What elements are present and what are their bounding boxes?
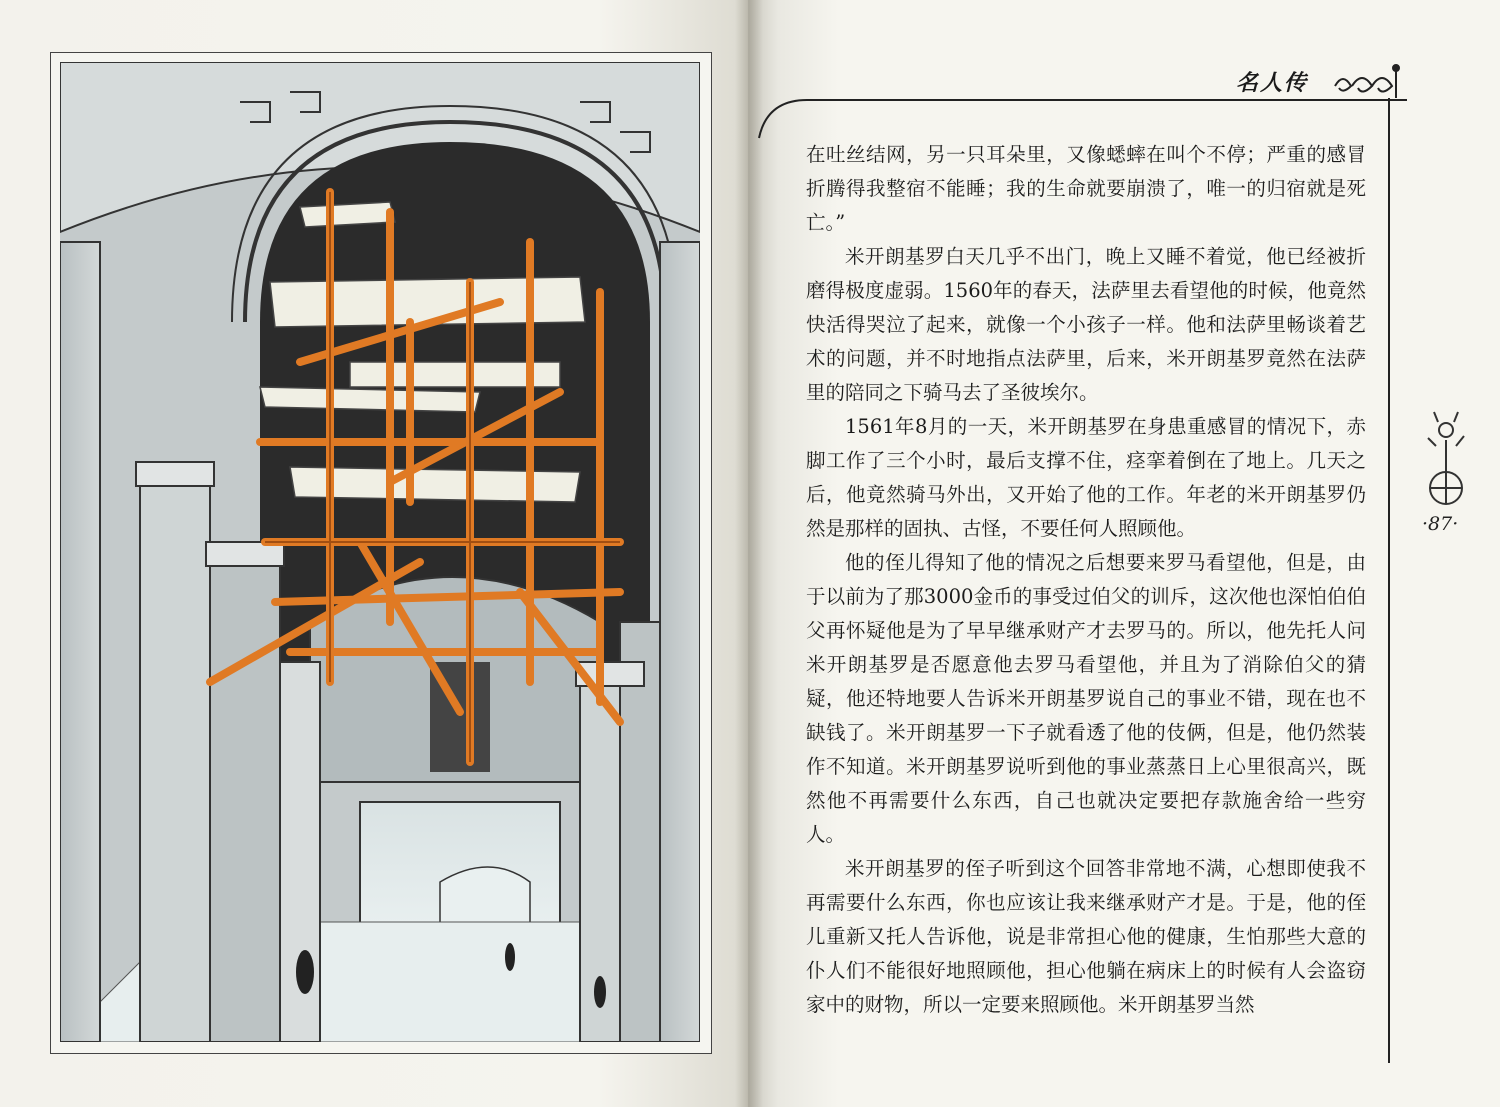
margin-rule: [1388, 98, 1390, 1063]
scroll-ornament-icon: [1330, 62, 1410, 100]
header-rule: [757, 98, 1407, 140]
paragraph-5: 米开朗基罗的侄子听到这个回答非常地不满，心想即使我不再需要什么东西，你也应该让我来继承财产才是。于是，他的侄儿重新又托人告诉他，说是非常担心他的健康，生怕那些大意的仆人们不能很好地照顾他，担心他躺在病床上的时候有人会盗窃家中的财物，所以一定要来照顾他。米开朗基罗当然: [806, 857, 1366, 1016]
page-number: ·87·: [1422, 513, 1459, 535]
unicycle-figure-ornament-icon: [1418, 410, 1474, 510]
paragraph-4: 他的侄儿得知了他的情况之后想要来罗马看望他，但是，由于以前为了那3000金币的事受过伯父的训斥，这次他也深怕伯伯父再怀疑他是为了早早继承财产才去罗马的。所以，他先托人问米开朗基罗是否愿意他去罗马看望他，并且为了消除伯父的猜疑，他还特地要人告诉米开朗基罗说自己的事业不错，现在也不缺钱了。米开朗基罗一下子就看透了他的伎俩，但是，他仍然装作不知道。米开朗基罗说听到他的事业蒸蒸日上心里很高兴，既然他不再需要什么东西，自己也就决定要把存款施舍给一些穷人。: [806, 551, 1366, 846]
paragraph-1: 在吐丝结网，另一只耳朵里，又像蟋蟀在叫个不停；严重的感冒折腾得我整宿不能睡；我的生命就要崩溃了，唯一的归宿就是死亡。”: [806, 143, 1366, 234]
book-gutter: [735, 0, 763, 1107]
body-text: [806, 138, 1366, 1022]
paragraph-2: 米开朗基罗白天几乎不出门，晚上又睡不着觉，他已经被折磨得极度虚弱。1560年的春天，法萨里去看望他的时候，他竟然快活得哭泣了起来，就像一个小孩子一样。他和法萨里畅谈着艺术的问题，并不时地指点法萨里，后来，米开朗基罗竟然在法萨里的陪同之下骑马去了圣彼埃尔。: [806, 245, 1366, 404]
paragraph-3: 1561年8月的一天，米开朗基罗在身患重感冒的情况下，赤脚工作了三个小时，最后支撑不住，痉挛着倒在了地上。几天之后，他竟然骑马外出，又开始了他的工作。年老的米开朗基罗仍然是那样的固执、古怪，不要任何人照顾他。: [806, 415, 1366, 540]
cathedral-scaffolding-illustration: [60, 62, 700, 1042]
running-head: 名人传: [1236, 70, 1309, 96]
